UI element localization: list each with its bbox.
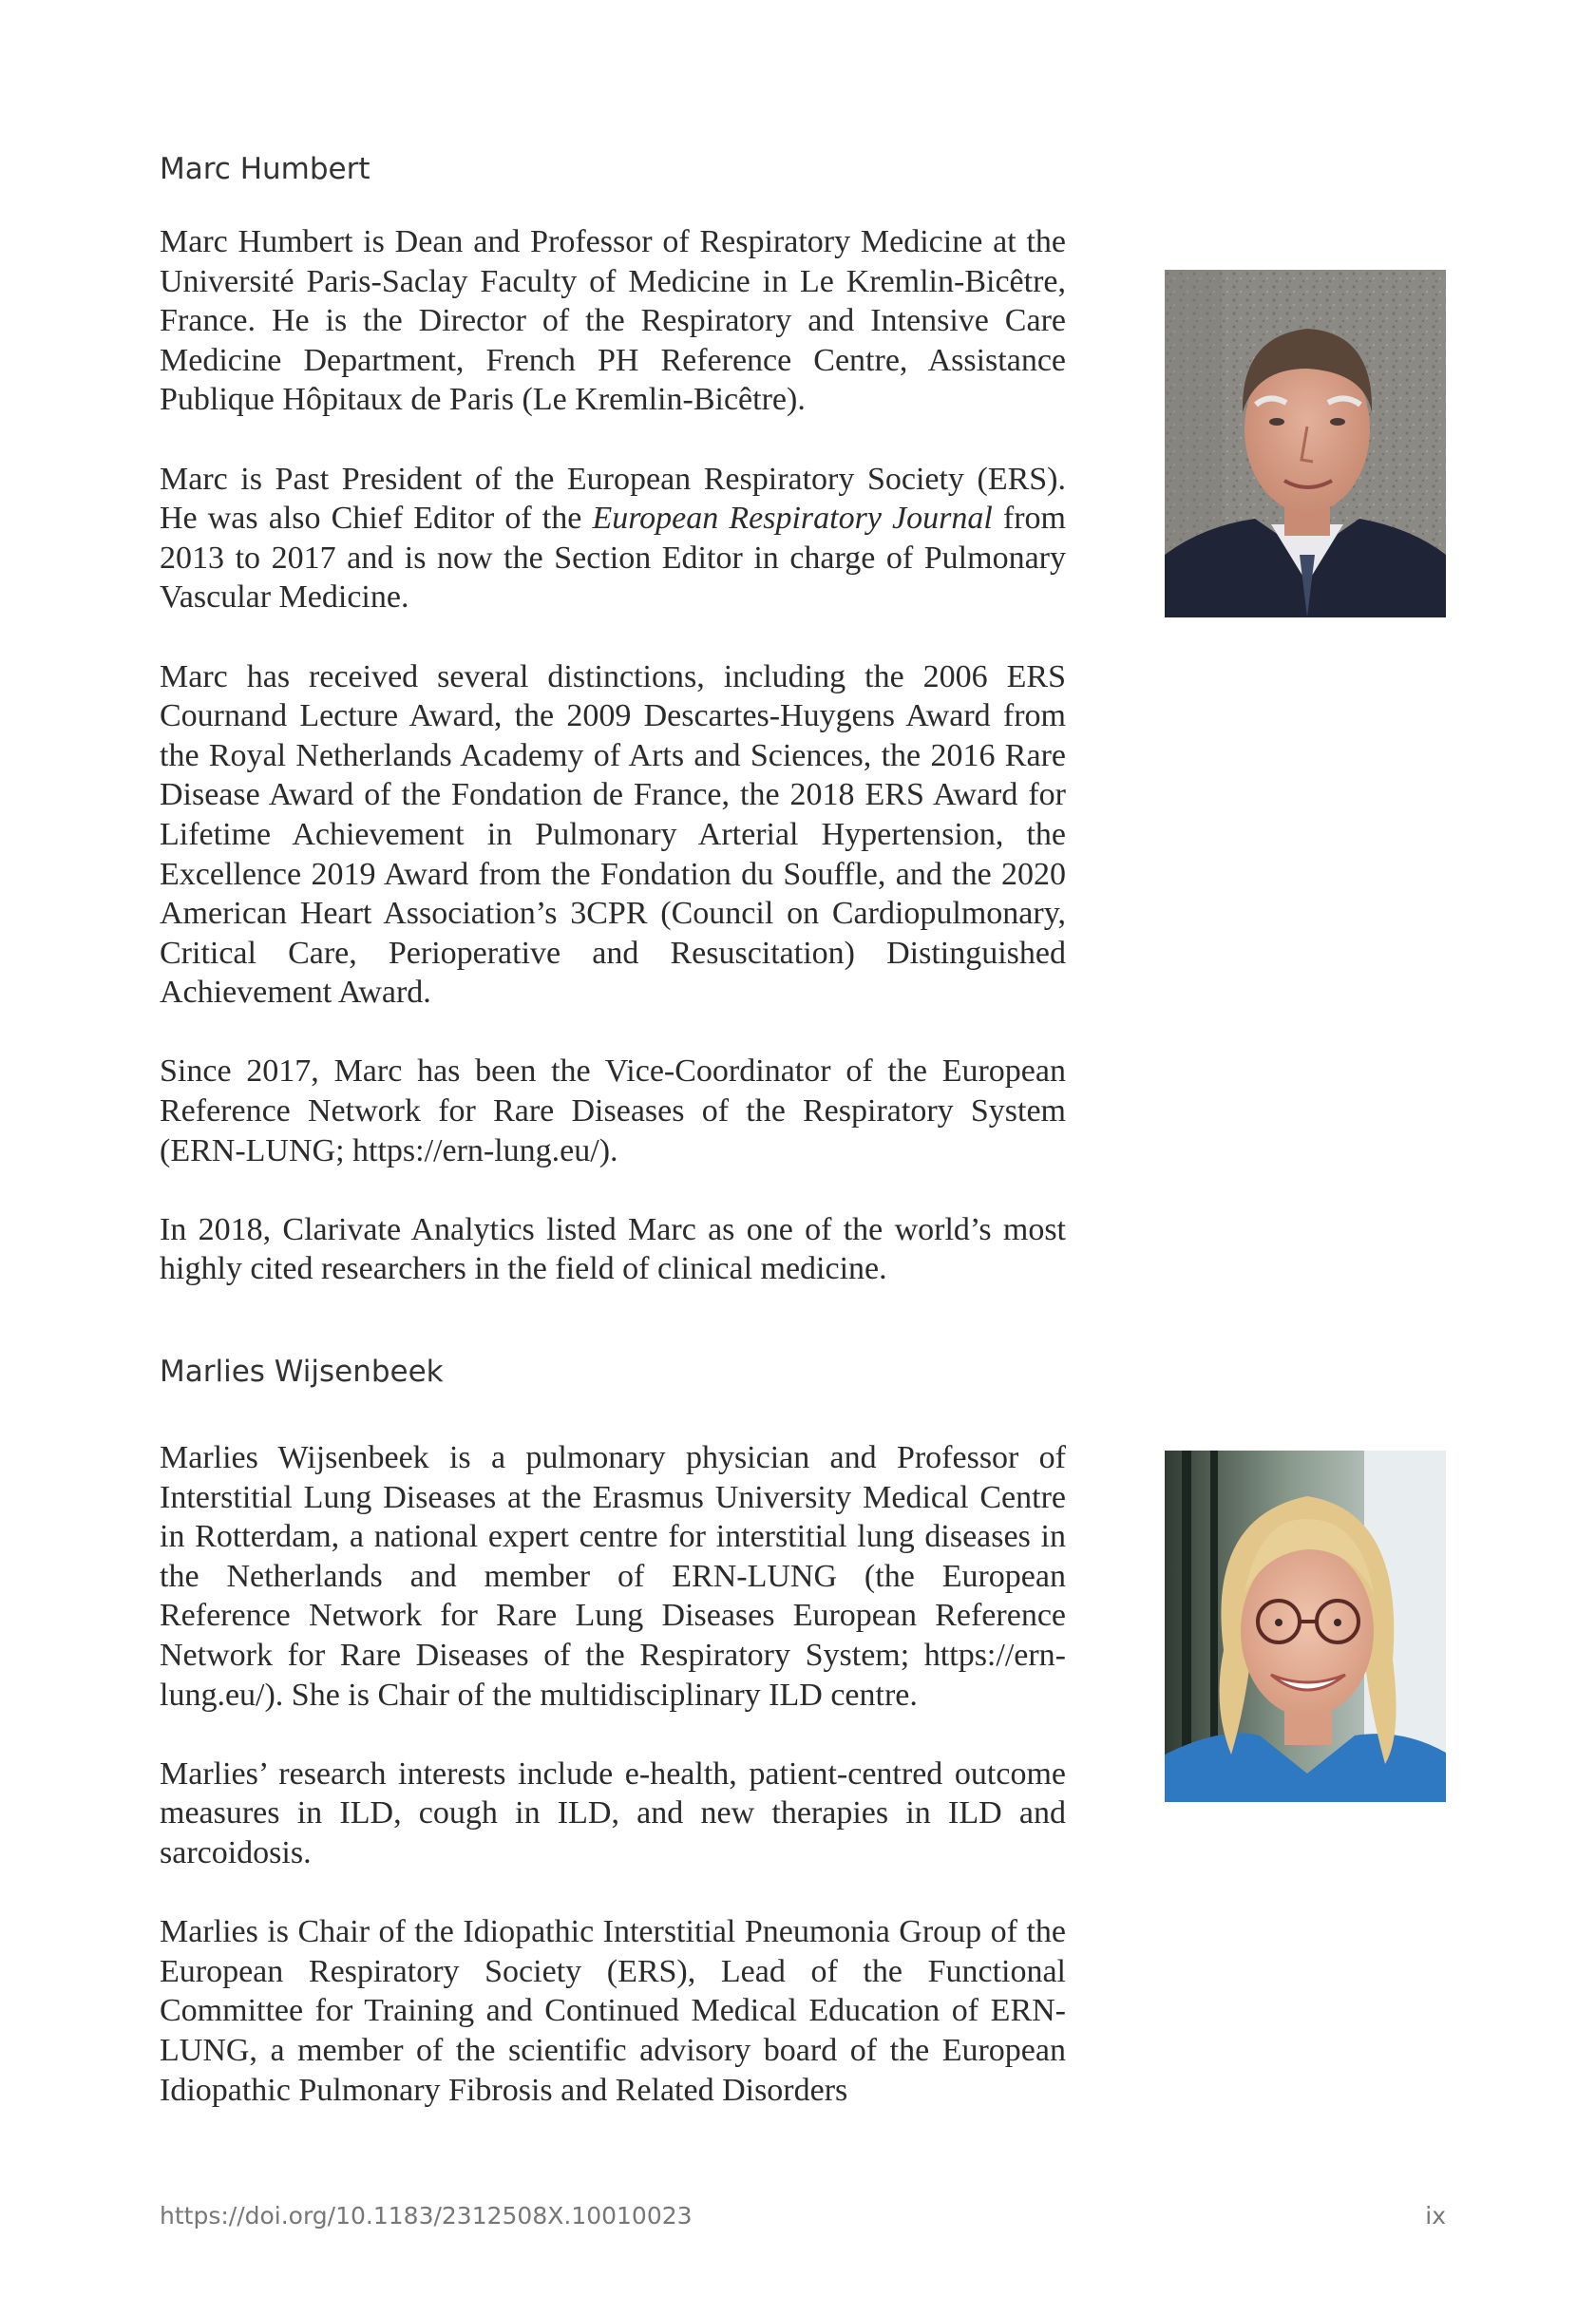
bio-paragraph (160, 222, 1066, 420)
footer-doi: https://doi.org/10.1183/2312508X.10010023 (160, 2202, 693, 2230)
journal-title: European Respiratory Journal (592, 501, 993, 537)
bio-text-run: Marlies is Chair of the Idiopathic Interstitial Pneumonia Group of the European Respiratory Society (ERS), Lead of the Functional Committee for Training and Continued Medical Education of ERN-LUNG, a member of the scientific advisory board of the European Idiopathic Pulmonary Fibrosis and Related Disorders (160, 1914, 1066, 2108)
bio-paragraph (160, 460, 1066, 617)
bio-text-run: Marlies Wijsenbeek is a pulmonary physician and Professor of Interstitial Lung Diseases at the Erasmus University Medical Centre in Rotterdam, a national expert centre for interstitial lung diseases in the Netherlands and member of ERN-LUNG (the European Reference Network for Rare Lung Diseases European Reference Network for Rare Diseases of the Respiratory System; https://ern-lung.eu/). She is Chair of the multidisciplinary ILD centre. (160, 1440, 1066, 1713)
bio-text-marc-humbert (160, 222, 1066, 1289)
bio-paragraph (160, 1052, 1066, 1170)
footer-page-number: ix (1425, 2202, 1446, 2230)
bio-text-run: Since 2017, Marc has been the Vice-Coordinator of the European Reference Network for Rare Diseases of the Respiratory System (ERN-LUNG; https://ern-lung.eu/). (160, 1053, 1066, 1168)
bio-paragraph (160, 1755, 1066, 1873)
bio-text-run: Marc is Past President of the European Respiratory Society (ERS). He was also Chief Editor of the (160, 461, 1066, 537)
portrait-photo-marlies-wijsenbeek (1165, 1451, 1446, 1802)
bio-text-run: Marlies’ research interests include e-health, patient-centred outcome measures in ILD, cough in ILD, and new therapies in ILD and sarcoidosis. (160, 1755, 1066, 1870)
bio-text-run: from 2013 to 2017 and is now the Section Editor in charge of Pulmonary Vascular Medicine. (160, 501, 1066, 616)
portrait-photo-marc-humbert (1165, 270, 1446, 617)
bio-paragraph (160, 1912, 1066, 2110)
bio-paragraph (160, 1210, 1066, 1289)
bio-paragraph (160, 657, 1066, 1013)
bio-text-run: In 2018, Clarivate Analytics listed Marc as one of the world’s most highly cited researchers in the field of clinical medicine. (160, 1211, 1066, 1287)
bio-text-run: Marc Humbert is Dean and Professor of Respiratory Medicine at the Université Paris-Saclay Faculty of Medicine in Le Kremlin-Bicêtre, France. He is the Director of the Respiratory and Intensive Care Medicine Department, French PH Reference Centre, Assistance Publique Hôpitaux de Paris (Le Kremlin-Bicêtre). (160, 224, 1066, 418)
bio-heading-marlies-wijsenbeek: Marlies Wijsenbeek (160, 1355, 444, 1389)
bio-paragraph (160, 1438, 1066, 1715)
bio-text-marlies-wijsenbeek (160, 1438, 1066, 2110)
bio-text-run: Marc has received several distinctions, including the 2006 ERS Cournand Lecture Award, the 2009 Descartes-Huygens Award from the Royal Netherlands Academy of Arts and Sciences, the 2016 Rare Disease Award of the Fondation de France, the 2018 ERS Award for Lifetime Achievement in Pulmonary Arterial Hypertension, the Excellence 2019 Award from the Fondation du Souffle, and the 2020 American Heart Association’s 3CPR (Council on Cardiopulmonary, Critical Care, Perioperative and Resuscitation) Distinguished Achievement Award. (160, 658, 1066, 1011)
bio-heading-marc-humbert: Marc Humbert (160, 152, 370, 186)
